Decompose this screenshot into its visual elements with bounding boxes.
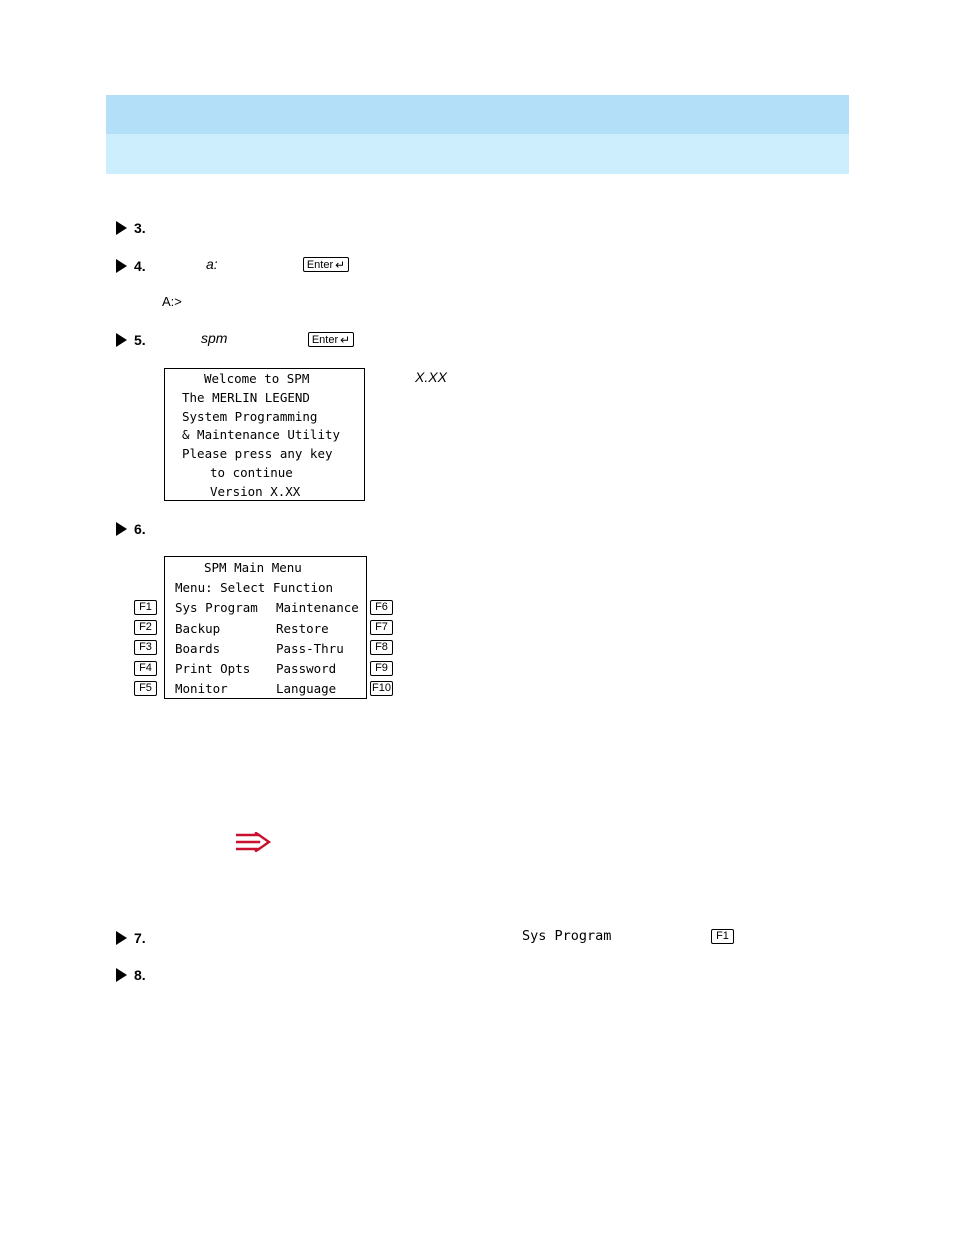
enter-key: [303, 257, 349, 272]
welcome-line: The MERLIN LEGEND: [182, 390, 310, 405]
enter-key: [308, 332, 354, 347]
menu-item-maintenance[interactable]: Maintenance: [276, 600, 359, 615]
welcome-line: & Maintenance Utility: [182, 427, 341, 442]
step-number: 6.: [134, 521, 146, 537]
command-spm: spm: [201, 330, 228, 346]
menu-item-sys-program[interactable]: Sys Program: [175, 600, 258, 615]
f2-key[interactable]: F2: [134, 620, 157, 635]
step-5: [116, 331, 146, 349]
command-a-drive: a:: [206, 256, 218, 272]
welcome-line: Please press any key: [182, 446, 333, 461]
note-pointer-icon: [236, 832, 272, 852]
f1-key-reference: F1: [711, 929, 734, 944]
f5-key[interactable]: F5: [134, 681, 157, 696]
return-arrow-icon: ↵: [340, 332, 351, 347]
step-4: [116, 257, 146, 275]
step-number: 5.: [134, 332, 146, 348]
step-arrow-icon: [116, 221, 127, 235]
menu-item-print-opts[interactable]: Print Opts: [175, 661, 251, 676]
return-arrow-icon: ↵: [335, 257, 346, 272]
menu-item-restore[interactable]: Restore: [276, 621, 329, 636]
header-band-top: [106, 95, 849, 134]
menu-item-boards[interactable]: Boards: [175, 641, 221, 656]
welcome-line: Version X.XX: [210, 484, 301, 499]
step-3: [116, 219, 146, 237]
menu-item-pass-thru[interactable]: Pass-Thru: [276, 641, 344, 656]
f9-key[interactable]: F9: [370, 661, 393, 676]
step-number: 8.: [134, 967, 146, 983]
f7-key[interactable]: F7: [370, 620, 393, 635]
menu-item-language[interactable]: Language: [276, 681, 337, 696]
dos-prompt: A:>: [162, 294, 182, 309]
f6-key[interactable]: F6: [370, 600, 393, 615]
step-number: 3.: [134, 220, 146, 236]
spm-main-menu-screen: [164, 556, 367, 699]
sys-program-label: Sys Program: [522, 928, 612, 944]
welcome-line: to continue: [210, 465, 293, 480]
menu-title: SPM Main Menu: [204, 560, 302, 575]
step-number: 7.: [134, 930, 146, 946]
menu-item-monitor[interactable]: Monitor: [175, 681, 228, 696]
step-arrow-icon: [116, 259, 127, 273]
step-arrow-icon: [116, 522, 127, 536]
step-arrow-icon: [116, 968, 127, 982]
menu-subtitle: Menu: Select Function: [175, 580, 334, 595]
step-arrow-icon: [116, 333, 127, 347]
menu-item-password[interactable]: Password: [276, 661, 337, 676]
f4-key[interactable]: F4: [134, 661, 157, 676]
f8-key[interactable]: F8: [370, 640, 393, 655]
f10-key[interactable]: F10: [370, 681, 393, 696]
welcome-line: System Programming: [182, 409, 318, 424]
step-7: [116, 929, 146, 947]
welcome-line: Welcome to SPM: [204, 371, 310, 386]
f1-key[interactable]: F1: [134, 600, 157, 615]
version-placeholder: X.XX: [415, 369, 447, 385]
f3-key[interactable]: F3: [134, 640, 157, 655]
welcome-screen: [164, 368, 365, 501]
step-6: [116, 520, 146, 538]
step-number: 4.: [134, 258, 146, 274]
menu-item-backup[interactable]: Backup: [175, 621, 221, 636]
header-band-bottom: [106, 134, 849, 174]
enter-key-label: Enter: [306, 258, 334, 271]
step-8: [116, 966, 146, 984]
enter-key-label: Enter: [311, 333, 339, 346]
step-arrow-icon: [116, 931, 127, 945]
